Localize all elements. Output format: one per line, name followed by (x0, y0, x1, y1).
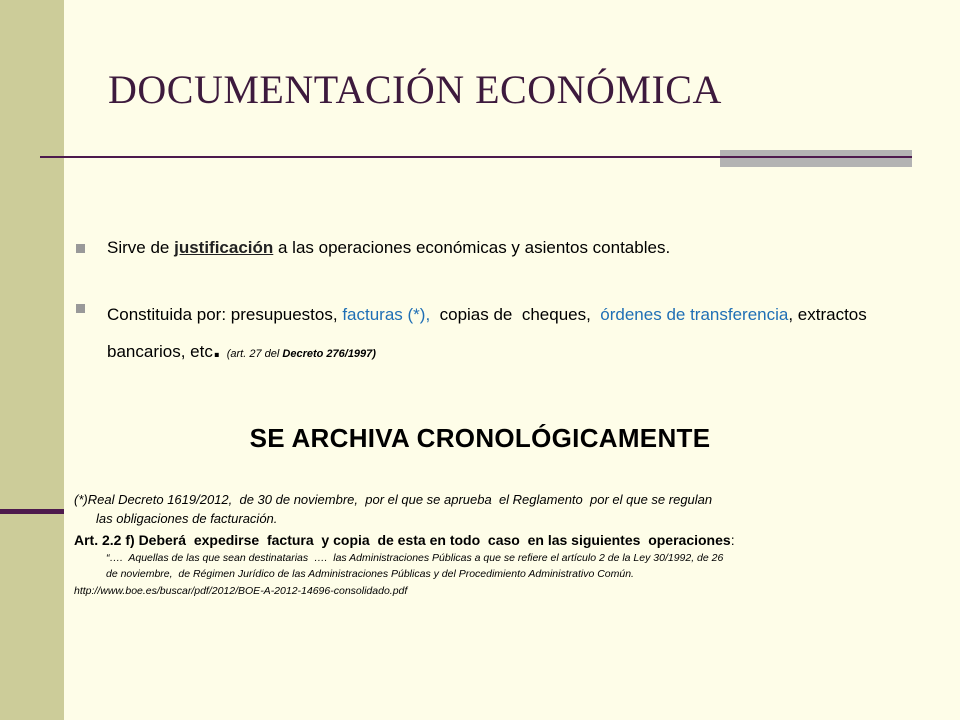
bullet-text (88, 238, 908, 258)
ref-pre: (art. 27 del (220, 348, 283, 360)
bullet-square-icon (76, 304, 85, 313)
bullet-square-icon (76, 244, 85, 253)
bullet2-part3: copias de cheques, (430, 305, 601, 324)
notes-block (74, 490, 914, 597)
sidebar-decoration (0, 0, 64, 720)
bullet2-part5: , extractos bancarios, etc (107, 305, 872, 361)
bullet2-reference (221, 348, 376, 360)
bullet2-ordenes: órdenes de transferencia (600, 305, 789, 324)
title-rule-line (720, 156, 912, 158)
note3-line2: de noviembre, de Régimen Jurídico de las Administraciones Públicas y del Procedimiento Administrativo Común. (106, 568, 634, 580)
note3-line1: “…. Aquellas de las que sean destinatarias …. las Administraciones Públicas a que se refiere el artículo 2 de la Ley 30/1992, de 26 (106, 552, 724, 564)
ref-bold: Decreto 276/1997) (282, 348, 376, 360)
bullet1-emphasis: justificación (174, 238, 274, 257)
note1-line2: las obligaciones de facturación. (96, 511, 278, 526)
section-heading: SE ARCHIVA CRONOLÓGICAMENTE (249, 423, 711, 453)
bullet2-period: . (212, 332, 221, 363)
note-real-decreto (74, 490, 914, 528)
slide-title: DOCUMENTACIÓN ECONÓMICA (108, 67, 722, 112)
bullet-justificacion (88, 238, 908, 258)
title-rule-accent (720, 150, 912, 167)
note1-line1: (*)Real Decreto 1619/2012, de 30 de noviembre, por el que se aprueba el Reglamento por el que se regulan (74, 492, 713, 507)
boe-url[interactable]: http://www.boe.es/buscar/pdf/2012/BOE-A-2012-14696-consolidado.pdf (74, 585, 408, 597)
note-quote (74, 550, 914, 582)
bullet-text (88, 298, 908, 371)
bullet2-part1: Constituida por: presupuestos, (107, 305, 343, 324)
bullet2-facturas: facturas (*), (342, 305, 431, 324)
sidebar-accent-bar (0, 509, 64, 514)
note2-colon: : (730, 532, 735, 548)
bullet1-pre: Sirve de (107, 238, 175, 257)
note-article (74, 531, 914, 550)
note2-label: Art. 2.2 f) Deberá expedirse factura y copia de esta en todo caso en las siguientes operaciones (74, 532, 731, 548)
bullet1-post: a las operaciones económicas y asientos contables. (273, 238, 671, 257)
bullet-constituida (88, 298, 908, 371)
